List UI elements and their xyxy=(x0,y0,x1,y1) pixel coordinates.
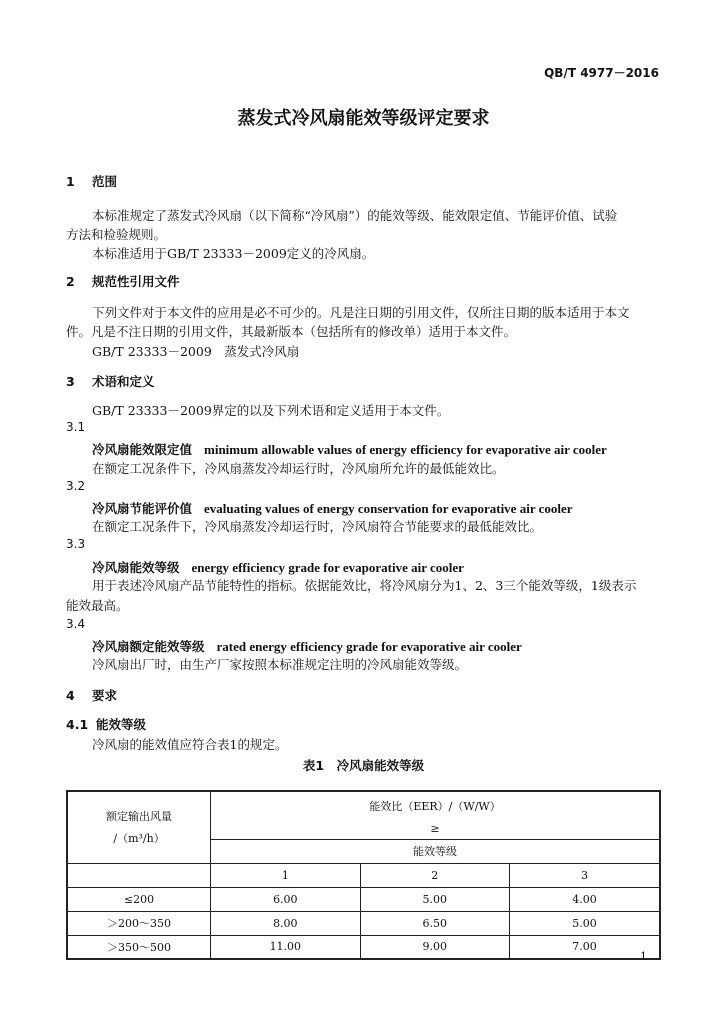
section-number: 4 xyxy=(66,688,75,703)
term-3-4 xyxy=(92,636,522,655)
term-number: 3.3 xyxy=(66,537,86,551)
range-cell: ≤200 xyxy=(67,887,211,911)
term-definition: 用于表述冷风扇产品节能特性的指标。依据能效比，将冷风扇分为1、2、3三个能效等级，1级表示 xyxy=(92,578,637,593)
paragraph: 冷风扇的能效值应符合表1的规定。 xyxy=(92,737,288,752)
term-zh: 冷风扇节能评价值 xyxy=(92,501,193,516)
value-cell: 6.00 xyxy=(211,887,360,911)
term-definition: 在额定工况条件下，冷风扇蒸发冷却运行时，冷风扇符合节能要求的最低能效比。 xyxy=(92,519,543,534)
grade-cell: 1 xyxy=(211,863,360,887)
term-number: 3.4 xyxy=(66,617,86,631)
section-1-heading xyxy=(66,172,117,190)
row-header-unit: /（m³/h） xyxy=(113,832,165,846)
term-en: minimum allowable values of energy efficiency for evaporative air cooler xyxy=(204,442,607,457)
value-cell: 7.00 xyxy=(510,935,660,959)
paragraph: 本标准适用于GB/T 23333－2009定义的冷风扇。 xyxy=(92,246,375,261)
term-3-3 xyxy=(92,557,464,576)
term-number: 3.1 xyxy=(66,420,86,434)
term-en: energy efficiency grade for evaporative air cooler xyxy=(191,560,464,575)
term-number: 3.2 xyxy=(66,479,86,493)
section-3-heading xyxy=(66,372,155,390)
page-number: 1 xyxy=(640,950,647,963)
row-header-line: 额定输出风量 xyxy=(106,810,173,824)
term-zh: 冷风扇能效限定值 xyxy=(92,442,193,457)
paragraph: 件。凡是不注日期的引用文件，其最新版本（包括所有的修改单）适用于本文件。 xyxy=(66,324,517,339)
range-cell: ＞350～500 xyxy=(67,935,211,959)
term-3-2 xyxy=(92,498,573,517)
subsection-title: 能效等级 xyxy=(96,717,147,732)
section-number: 1 xyxy=(66,174,75,189)
table-caption: 表1 冷风扇能效等级 xyxy=(302,758,425,773)
section-2-heading xyxy=(66,272,180,290)
section-number: 3 xyxy=(66,374,75,389)
value-cell: 6.50 xyxy=(360,911,509,935)
term-en: evaluating values of energy conservation for evaporative air cooler xyxy=(204,501,573,516)
subsection-number: 4.1 xyxy=(66,717,89,732)
row-header-cell xyxy=(67,791,211,863)
range-cell: ＞200～350 xyxy=(67,911,211,935)
value-cell: 5.00 xyxy=(510,911,660,935)
section-4-heading xyxy=(66,686,117,704)
grade-cell: 3 xyxy=(510,863,660,887)
eer-header-line: 能效比（EER）/（W/W） xyxy=(369,799,501,813)
value-cell: 8.00 xyxy=(211,911,360,935)
paragraph: 本标准规定了蒸发式冷风扇（以下简称“冷风扇”）的能效等级、能效限定值、节能评价值、试验 xyxy=(92,208,618,223)
term-definition: 能效最高。 xyxy=(66,598,129,613)
term-definition: 在额定工况条件下，冷风扇蒸发冷却运行时，冷风扇所允许的最低能效比。 xyxy=(92,461,505,476)
normative-reference: GB/T 23333－2009 蒸发式冷风扇 xyxy=(92,344,300,359)
value-cell: 9.00 xyxy=(360,935,509,959)
paragraph: 方法和检验规则。 xyxy=(66,227,167,242)
eer-header-cell xyxy=(211,791,660,819)
term-zh: 冷风扇能效等级 xyxy=(92,560,180,575)
section-title: 范围 xyxy=(92,174,118,189)
standard-number: QB/T 4977－2016 xyxy=(544,66,659,80)
section-number: 2 xyxy=(66,274,75,289)
value-cell: 4.00 xyxy=(510,887,660,911)
section-title: 术语和定义 xyxy=(92,374,155,389)
eer-condition-cell: ≥ xyxy=(211,819,660,839)
table-row xyxy=(67,911,660,935)
value-cell: 11.00 xyxy=(211,935,360,959)
value-cell: 5.00 xyxy=(360,887,509,911)
paragraph: 下列文件对于本文件的应用是必不可少的。凡是注日期的引用文件，仅所注日期的版本适用于本文 xyxy=(92,305,630,320)
subsection-4-1-heading xyxy=(66,715,146,733)
term-zh: 冷风扇额定能效等级 xyxy=(92,639,205,654)
term-definition: 冷风扇出厂时，由生产厂家按照本标准规定注明的冷风扇能效等级。 xyxy=(92,657,468,672)
page-title: 蒸发式冷风扇能效等级评定要求 xyxy=(237,108,490,129)
blank-cell xyxy=(67,863,211,887)
energy-efficiency-table xyxy=(66,790,661,960)
section-title: 规范性引用文件 xyxy=(92,274,180,289)
grade-cell: 2 xyxy=(360,863,509,887)
table-row xyxy=(67,935,660,959)
section-title: 要求 xyxy=(92,688,118,703)
term-en: rated energy efficiency grade for evaporative air cooler xyxy=(216,639,522,654)
paragraph: GB/T 23333－2009界定的以及下列术语和定义适用于本文件。 xyxy=(92,403,450,418)
table-row xyxy=(67,887,660,911)
term-3-1 xyxy=(92,439,607,458)
grade-header-cell: 能效等级 xyxy=(211,839,660,863)
